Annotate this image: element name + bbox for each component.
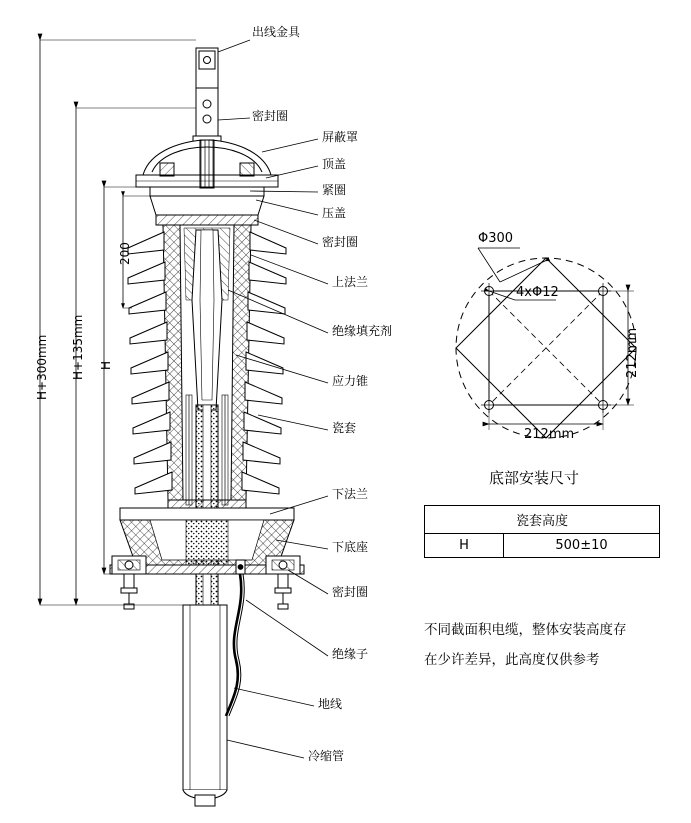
bottom-mount-title: 底部安装尺寸 <box>489 469 580 487</box>
callout-top-cover: 顶盖 <box>322 157 347 171</box>
callout-porcelain-bushing: 瓷套 <box>332 421 357 435</box>
callout-insulator: 绝缘子 <box>332 647 369 661</box>
dimension-h-plus-135: H+135mm <box>71 314 85 380</box>
table-row-label: H <box>425 534 504 558</box>
table-row-value: 500±10 <box>504 534 660 558</box>
callout-cold-shrink-tube: 冷缩管 <box>308 749 345 763</box>
dimension-h: H <box>99 360 113 370</box>
dimension-200: 200 <box>118 242 132 265</box>
note-line-1: 不同截面积电缆，整体安装高度存 <box>424 622 627 638</box>
callout-lower-flange: 下法兰 <box>332 487 369 501</box>
callout-out-lead-fitting: 出线金具 <box>252 25 301 39</box>
callout-insulation-filler: 绝缘填充剂 <box>332 324 393 338</box>
callout-ground-wire: 地线 <box>318 697 343 711</box>
bottom-mount-width: 212mm <box>524 427 575 442</box>
callout-lower-base: 下底座 <box>332 540 369 554</box>
callout-upper-flange: 上法兰 <box>332 275 369 289</box>
callout-seal-ring-top: 密封圈 <box>252 109 289 123</box>
bottom-mount-diameter: Φ300 <box>478 231 514 246</box>
callout-seal-ring-3: 密封圈 <box>332 585 369 599</box>
porcelain-height-table <box>424 505 660 558</box>
callout-press-cover: 压盖 <box>322 206 347 220</box>
note-line-2: 在少许差异，此高度仅供参考 <box>424 652 600 668</box>
bottom-mount-height: 212mm <box>625 327 640 378</box>
callout-seal-ring-2: 密封圈 <box>322 235 359 249</box>
dimension-h-plus-300: H+300mm <box>35 334 49 400</box>
callout-tight-ring: 紧圈 <box>322 183 347 197</box>
bottom-mount-holes: 4xΦ12 <box>516 285 559 300</box>
callout-stress-cone: 应力锥 <box>332 374 369 388</box>
table-header-cell: 瓷套高度 <box>425 506 660 534</box>
callout-shield-cover: 屏蔽罩 <box>322 130 359 144</box>
